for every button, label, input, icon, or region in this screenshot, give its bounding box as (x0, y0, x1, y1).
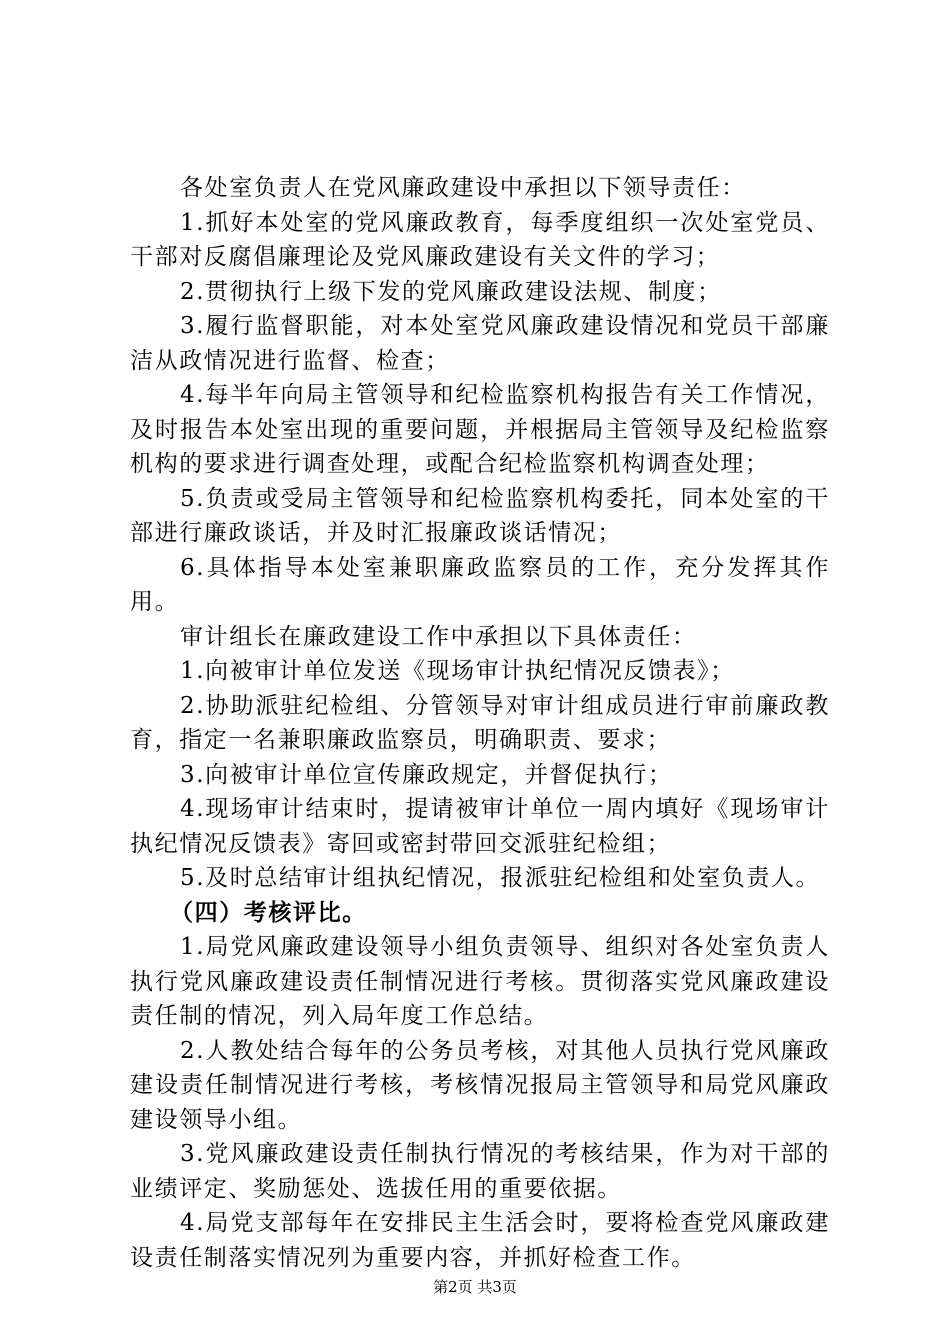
paragraph-evaluation-4: 4.局党支部每年在安排民主生活会时，要将检查党风廉政建设责任制落实情况列为重要内容，并抓好检查工作。 (130, 1210, 830, 1271)
page-number-label: 第2页 共3页 (433, 1278, 517, 1296)
paragraph-dept-duty-5: 5.负责或受局主管领导和纪检监察机构委托，同本处室的干部进行廉政谈话，并及时汇报廉政谈话情况； (130, 485, 830, 546)
paragraph-audit-duty-3: 3.向被审计单位宣传廉政规定，并督促执行； (180, 761, 673, 788)
paragraph-evaluation-1: 1.局党风廉政建设领导小组负责领导、组织对各处室负责人执行党风廉政建设责任制情况进行考核。贯彻落实党风廉政建设责任制的情况，列入局年度工作总结。 (130, 934, 830, 1029)
paragraph-evaluation-2: 2.人教处结合每年的公务员考核，对其他人员执行党风廉政建设责任制情况进行考核，考核情况报局主管领导和局党风廉政建设领导小组。 (130, 1037, 830, 1133)
paragraph-audit-duty-5: 5.及时总结审计组执纪情况，报派驻纪检组和处室负责人。 (180, 865, 821, 891)
document-body (130, 171, 830, 1275)
paragraph-intro-audit-leader: 审计组长在廉政建设工作中承担以下具体责任： (180, 623, 697, 650)
paragraph-audit-duty-2: 2.协助派驻纪检组、分管领导对审计组成员进行审前廉政教育，指定一名兼职廉政监察员，明确职责、要求； (130, 692, 830, 753)
paragraph-audit-duty-4: 4.现场审计结束时，提请被审计单位一周内填好《现场审计执纪情况反馈表》寄回或密封带回交派驻纪检组； (130, 796, 830, 857)
paragraph-evaluation-3: 3.党风廉政建设责任制执行情况的考核结果，作为对干部的业绩评定、奖励惩处、选拔任用的重要依据。 (130, 1141, 830, 1202)
section-heading-evaluation: （四）考核评比。 (170, 898, 367, 926)
page-footer (0, 1277, 950, 1297)
paragraph-dept-duty-1: 1.抓好本处室的党风廉政教育，每季度组织一次处室党员、干部对反腐倡廉理论及党风廉政建设有关文件的学习； (130, 209, 830, 270)
paragraph-dept-duty-2: 2.贯彻执行上级下发的党风廉政建设法规、制度； (180, 278, 722, 305)
paragraph-dept-duty-4: 4.每半年向局主管领导和纪检监察机构报告有关工作情况，及时报告本处室出现的重要问题，并根据局主管领导及纪检监察机构的要求进行调查处理，或配合纪检监察机构调查处理； (130, 382, 830, 477)
paragraph-dept-duty-3: 3.履行监督职能，对本处室党风廉政建设情况和党员干部廉洁从政情况进行监督、检查； (130, 313, 830, 374)
paragraph-intro-dept-heads: 各处室负责人在党风廉政建设中承担以下领导责任： (180, 175, 746, 201)
paragraph-audit-duty-1: 1.向被审计单位发送《现场审计执纪情况反馈表》； (180, 658, 735, 684)
paragraph-dept-duty-6: 6.具体指导本处室兼职廉政监察员的工作，充分发挥其作用。 (130, 554, 830, 615)
